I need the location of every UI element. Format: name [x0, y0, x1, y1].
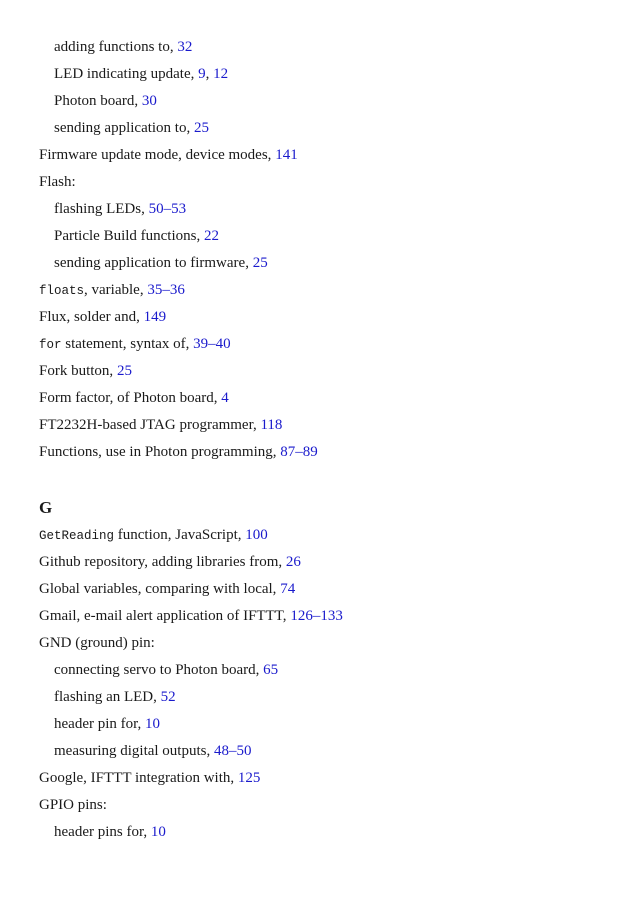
entry-text: function, JavaScript,: [114, 527, 246, 543]
page-link[interactable]: 10: [150, 824, 166, 840]
code-term: floats: [39, 284, 85, 298]
page-link[interactable]: 65: [263, 662, 279, 678]
entry-text: GND (ground) pin:: [39, 635, 155, 651]
index-subentry: [39, 36, 616, 63]
page-link[interactable]: 30: [141, 93, 157, 109]
index-entry: [39, 578, 616, 605]
entry-text: Flux, solder and,: [39, 309, 144, 325]
entry-text: sending application to,: [54, 120, 194, 136]
index-subentry: [39, 686, 616, 713]
page-link[interactable]: 50–53: [148, 201, 187, 217]
page-link[interactable]: 4: [221, 390, 229, 406]
entry-text: GPIO pins:: [39, 797, 107, 813]
page-link[interactable]: 52: [160, 689, 176, 705]
entry-text: Global variables, comparing with local,: [39, 581, 281, 597]
index-entry: [39, 333, 616, 360]
page-link[interactable]: 26: [285, 554, 301, 570]
index-subentry: [39, 252, 616, 279]
entry-text: header pins for,: [54, 824, 151, 840]
entry-text: LED indicating update,: [54, 66, 199, 82]
index-entry: [39, 605, 616, 632]
index-subentry: [39, 713, 616, 740]
entry-text: , variable,: [84, 282, 148, 298]
page-link[interactable]: 32: [177, 39, 193, 55]
page-link[interactable]: 126–133: [290, 608, 343, 624]
index-subentry: [39, 90, 616, 117]
entry-text: Particle Build functions,: [54, 228, 204, 244]
entry-text: header pin for,: [54, 716, 146, 732]
entry-text: Gmail, e-mail alert application of IFTTT,: [39, 608, 291, 624]
entry-text: sending application to firmware,: [54, 255, 253, 271]
code-term: GetReading: [39, 529, 115, 543]
page-link[interactable]: 48–50: [213, 743, 252, 759]
separator: ,: [205, 66, 214, 82]
page-link[interactable]: 141: [275, 147, 298, 163]
index-entry: [39, 551, 616, 578]
entry-text: Flash:: [39, 174, 76, 190]
page-link[interactable]: 25: [116, 363, 132, 379]
page-link[interactable]: 125: [237, 770, 261, 786]
entry-text: flashing an LED,: [54, 689, 161, 705]
page-link[interactable]: 12: [213, 66, 229, 82]
page-link[interactable]: 87–89: [280, 444, 318, 460]
index-entry: [39, 794, 616, 821]
index-entry: [39, 144, 616, 171]
entry-text: Fork button,: [39, 363, 117, 379]
entry-text: Form factor, of Photon board,: [39, 390, 222, 406]
entry-text: Firmware update mode, device modes,: [39, 147, 276, 163]
page-link[interactable]: 9: [198, 66, 206, 82]
page-link[interactable]: 22: [203, 228, 219, 244]
page-link[interactable]: 25: [252, 255, 268, 271]
code-term: for: [39, 338, 62, 352]
index-entry: [39, 279, 616, 306]
entry-text: Photon board,: [54, 93, 142, 109]
index-subentry: [39, 821, 616, 848]
index-subentry: [39, 198, 616, 225]
page-link[interactable]: 74: [280, 581, 296, 597]
entry-text: measuring digital outputs,: [54, 743, 214, 759]
section-letter-heading: G: [39, 498, 53, 517]
page-link[interactable]: 149: [143, 309, 167, 325]
index-entry: [39, 441, 616, 468]
index-entry: [39, 524, 616, 551]
index-subentry: [39, 63, 616, 90]
section-gap: [39, 468, 616, 496]
index-subentry: [39, 740, 616, 767]
entry-text: adding functions to,: [54, 39, 178, 55]
index-column: [39, 36, 616, 848]
page-link[interactable]: 118: [260, 417, 283, 433]
index-entry: [39, 632, 616, 659]
page-link[interactable]: 10: [145, 716, 161, 732]
index-subentry: [39, 659, 616, 686]
entry-text: Functions, use in Photon programming,: [39, 444, 281, 460]
entry-text: FT2232H-based JTAG programmer,: [39, 417, 261, 433]
index-entry: [39, 306, 616, 333]
entry-text: statement, syntax of,: [61, 336, 194, 352]
index-entry: [39, 171, 616, 198]
page-link[interactable]: 39–40: [193, 336, 231, 352]
page-link[interactable]: 100: [245, 527, 268, 543]
entry-text: Google, IFTTT integration with,: [39, 770, 238, 786]
entry-text: flashing LEDs,: [54, 201, 149, 217]
entry-text: Github repository, adding libraries from,: [39, 554, 286, 570]
index-entry: [39, 767, 616, 794]
entry-text: connecting servo to Photon board,: [54, 662, 264, 678]
page-link[interactable]: 35–36: [147, 282, 185, 298]
index-subentry: [39, 225, 616, 252]
index-entry: [39, 360, 616, 387]
index-entry: [39, 414, 616, 441]
page-link[interactable]: 25: [193, 120, 209, 136]
index-entry: [39, 387, 616, 414]
index-subentry: [39, 117, 616, 144]
